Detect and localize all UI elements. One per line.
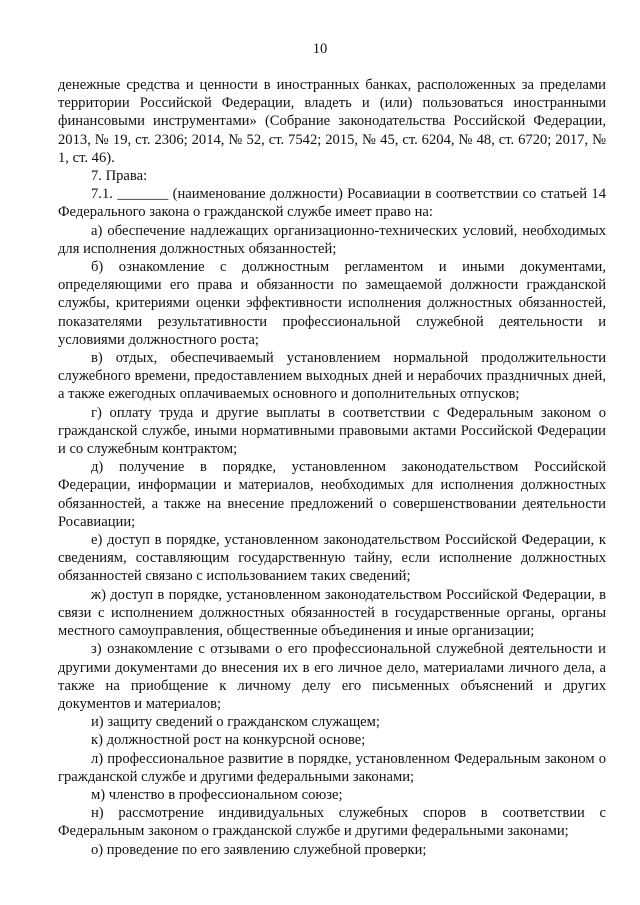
paragraph: м) членство в профессиональном союзе; <box>91 786 343 803</box>
paragraph: б) ознакомление с должностным регламентом и иными документами, определяющими его права и обязанности по замещаемой должности гражданской службы, критериями оценки эффективности исполнения должностных обязанностей, показателями результативности профессиональной служебной деятельности и условиями должностного роста; <box>58 259 606 348</box>
paragraph: в) отдых, обеспечиваемый установлением нормальной продолжительности служебного времени, предоставлением выходных дней и нерабочих праздничных дней, а также ежегодных оплачиваемых основного и дополнительных отпусков; <box>58 350 606 403</box>
document-body <box>58 76 606 859</box>
paragraph: д) получение в порядке, установленном законодательством Российской Федерации, информации и материалов, необходимых для исполнения должностных обязанностей, а также на внесение предложений о совершенствовании деятельности Росавиации; <box>58 459 606 530</box>
paragraph: о) проведение по его заявлению служебной проверки; <box>91 841 427 858</box>
paragraph: е) доступ в порядке, установленном законодательством Российской Федерации, к сведениям, составляющим государственную тайну, если исполнение должностных обязанностей связано с использованием таких сведений; <box>58 532 606 585</box>
paragraph: з) ознакомление с отзывами о его профессиональной служебной деятельности и другими документами до внесения их в его личное дело, материалами личного дела, а также на приобщение к личному делу его письменных объяснений и других документов и материалов; <box>58 641 606 712</box>
paragraph: и) защиту сведений о гражданском служащем; <box>91 714 380 731</box>
paragraph: 7.1. _______ (наименование должности) Росавиации в соответствии со статьей 14 Федерального закона о гражданской службе имеет право на: <box>58 186 606 221</box>
paragraph: денежные средства и ценности в иностранных банках, расположенных за пределами территории Российской Федерации, владеть и (или) пользоваться иностранными финансовыми инструментами» (Собрание законодательства Российской Федерации, 2013, № 19, ст. 2306; 2014, № 52, ст. 7542; 2015, № 45, ст. 6204, № 48, ст. 6720; 2017, № 1, ст. 46). <box>58 77 606 166</box>
paragraph: а) обеспечение надлежащих организационно-технических условий, необходимых для исполнения должностных обязанностей; <box>58 222 606 257</box>
paragraph: л) профессиональное развитие в порядке, установленном Федеральным законом о гражданской службе и другими федеральными законами; <box>58 750 606 785</box>
paragraph: н) рассмотрение индивидуальных служебных споров в соответствии с Федеральным законом о гражданской службе и другими федеральными законами; <box>58 805 606 840</box>
page-number: 10 <box>312 41 328 57</box>
paragraph: г) оплату труда и другие выплаты в соответствии с Федеральным законом о гражданской службе, иными нормативными правовыми актами Российской Федерации и со служебным контрактом; <box>58 404 606 458</box>
paragraph: 7. Права: <box>91 168 148 185</box>
paragraph: к) должностной рост на конкурсной основе; <box>91 732 366 749</box>
paragraph: ж) доступ в порядке, установленном законодательством Российской Федерации, в связи с исполнением должностных обязанностей в государственные органы, органы местного самоуправления, общественные объединения и иные организации; <box>58 586 606 640</box>
